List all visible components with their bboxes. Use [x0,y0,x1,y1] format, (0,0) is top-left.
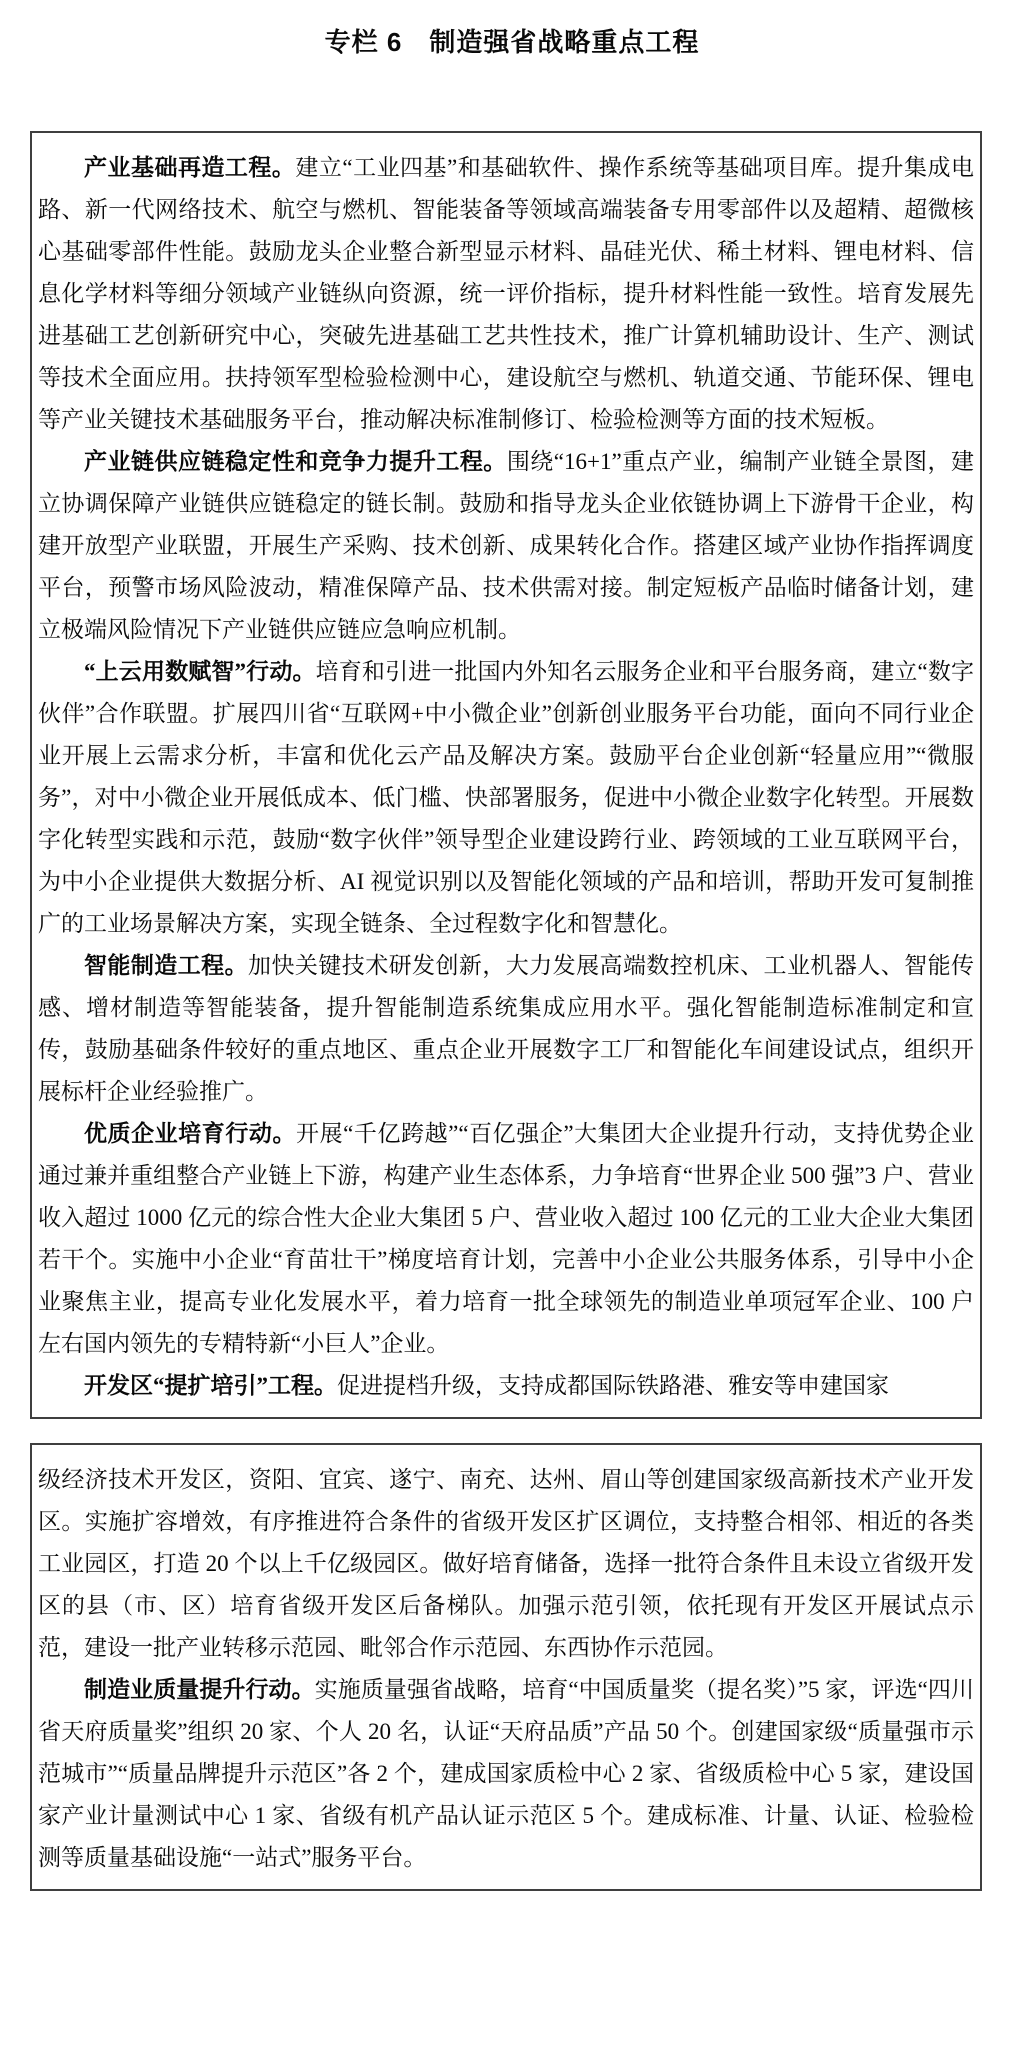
paragraph-lead: 产业链供应链稳定性和竞争力提升工程。 [84,449,507,474]
paragraph-lead: “上云用数赋智”行动。 [84,659,316,684]
paragraph-body: 加快关键技术研发创新，大力发展高端数控机床、工业机器人、智能传感、增材制造等智能装备，提升智能制造系统集成应用水平。强化智能制造标准制定和宣传，鼓励基础条件较好的重点地区、重点企业开展数字工厂和智能化车间建设试点，组织开展标杆企业经验推广。 [38,953,975,1104]
paragraph-smart-manufacturing [38,945,974,1113]
paragraph-manufacturing-quality [38,1669,974,1879]
paragraph-body: 实施质量强省战略，培育“中国质量奖（提名奖）”5 家，评选“四川省天府质量奖”组织 20 家、个人 20 名，认证“天府品质”产品 50 个。创建国家级“质量强市示范城市”“质量品牌提升示范区”各 2 个，建成国家质检中心 2 家、省级质检中心 5 家，建设国家产业计量测试中心 1 家、省级有机产品认证示范区 5 个。建成标准、计量、认证、检验检测等质量基础设施“一站式”服务平台。 [38,1677,974,1870]
project-box-1 [30,131,982,1419]
paragraph-development-zones-continued [38,1459,974,1669]
paragraph-industrial-base [38,147,974,441]
paragraph-body: 级经济技术开发区，资阳、宜宾、遂宁、南充、达州、眉山等创建国家级高新技术产业开发区。实施扩容增效，有序推进符合条件的省级开发区扩区调位，支持整合相邻、相近的各类工业园区，打造 20 个以上千亿级园区。做好培育储备，选择一批符合条件且未设立省级开发区的县（市、区）培育省级开发区后备梯队。加强示范引领，依托现有开发区开展试点示范，建设一批产业转移示范园、毗邻合作示范园、东西协作示范园。 [38,1467,974,1660]
paragraph-lead: 产业基础再造工程。 [84,155,296,180]
paragraph-body: 开展“千亿跨越”“百亿强企”大集团大企业提升行动，支持优势企业通过兼并重组整合产业链上下游，构建产业生态体系，力争培育“世界企业 500 强”3 户、营业收入超过 1000 亿元的综合性大企业大集团 5 户、营业收入超过 100 亿元的工业大企业大集团若干个。实施中小企业“育苗壮干”梯度培育计划，完善中小企业公共服务体系，引导中小企业聚焦主业，提高专业化发展水平，着力培育一批全球领先的制造业单项冠军企业、100 户左右国内领先的专精特新“小巨人”企业。 [38,1121,974,1356]
paragraph-body: 培育和引进一批国内外知名云服务企业和平台服务商，建立“数字伙伴”合作联盟。扩展四川省“互联网+中小微企业”创新创业服务平台功能，面向不同行业企业开展上云需求分析，丰富和优化云产品及解决方案。鼓励平台企业创新“轻量应用”“微服务”，对中小微企业开展低成本、低门槛、快部署服务，促进中小微企业数字化转型。开展数字化转型实践和示范，鼓励“数字伙伴”领导型企业建设跨行业、跨领域的工业互联网平台，为中小企业提供大数据分析、AI 视觉识别以及智能化领域的产品和培训，帮助开发可复制推广的工业场景解决方案，实现全链条、全过程数字化和智慧化。 [38,659,974,936]
paragraph-quality-enterprises [38,1113,974,1365]
paragraph-lead: 优质企业培育行动。 [84,1121,297,1146]
paragraph-lead: 智能制造工程。 [84,953,249,978]
paragraph-development-zones [38,1365,974,1407]
paragraph-lead: 制造业质量提升行动。 [84,1677,315,1702]
paragraph-body: 建立“工业四基”和基础软件、操作系统等基础项目库。提升集成电路、新一代网络技术、航空与燃机、智能装备等领域高端装备专用零部件以及超精、超微核心基础零部件性能。鼓励龙头企业整合新型显示材料、晶硅光伏、稀土材料、锂电材料、信息化学材料等细分领域产业链纵向资源，统一评价指标，提升材料性能一致性。培育发展先进基础工艺创新研究中心，突破先进基础工艺共性技术，推广计算机辅助设计、生产、测试等技术全面应用。扶持领军型检验检测中心，建设航空与燃机、轨道交通、节能环保、锂电等产业关键技术基础服务平台，推动解决标准制修订、检验检测等方面的技术短板。 [38,155,975,432]
paragraph-lead: 开发区“提扩培引”工程。 [84,1373,337,1398]
paragraph-body: 促进提档升级，支持成都国际铁路港、雅安等申建国家 [337,1373,889,1398]
paragraph-body: 围绕“16+1”重点产业，编制产业链全景图，建立协调保障产业链供应链稳定的链长制。鼓励和指导龙头企业依链协调上下游骨干企业，构建开放型产业联盟，开展生产采购、技术创新、成果转化合作。搭建区域产业协作指挥调度平台，预警市场风险波动，精准保障产品、技术供需对接。制定短板产品临时储备计划，建立极端风险情况下产业链供应链应急响应机制。 [38,449,975,642]
paragraph-cloud-action [38,651,974,945]
paragraph-supply-chain [38,441,974,651]
page-title: 专栏 6 制造强省战略重点工程 [324,27,700,57]
project-box-2 [30,1443,982,1891]
